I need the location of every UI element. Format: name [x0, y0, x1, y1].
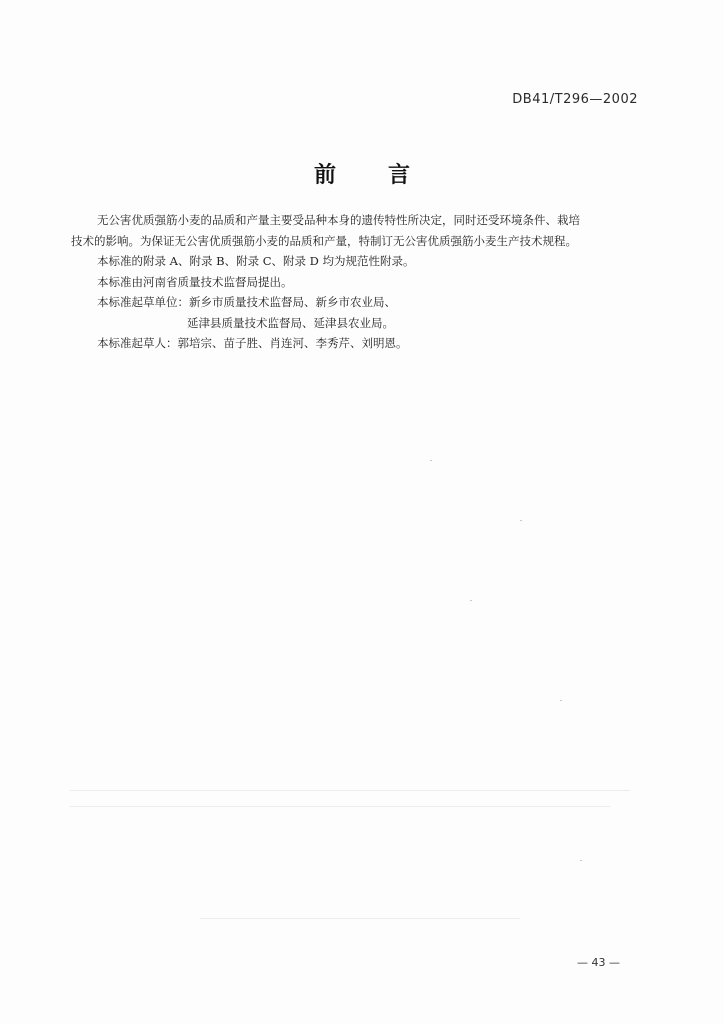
paragraph-line: 延津县质量技术监督局、延津县农业局。	[187, 315, 394, 330]
page-number: — 43 —	[577, 956, 620, 969]
scan-artifact	[200, 918, 520, 919]
paragraph-line: 本标准由河南省质量技术监督局提出。	[97, 274, 293, 289]
document-number: DB41/T296—2002	[512, 92, 638, 107]
paragraph-line: 本标准的附录 A、附录 B、附录 C、附录 D 均为规范性附录。	[97, 254, 415, 268]
paragraph-line: 技术的影响。为保证无公害优质强筋小麦的品质和产量，特制订无公害优质强筋小麦生产技术规程。	[71, 233, 577, 248]
page-title: 前言	[313, 163, 462, 188]
scan-artifact	[560, 700, 562, 701]
scan-artifact	[70, 806, 610, 807]
scan-artifact	[470, 600, 472, 601]
scan-artifact	[70, 790, 630, 791]
paragraph-line: 无公害优质强筋小麦的品质和产量主要受品种本身的遗传特性所决定，同时还受环境条件、栽培	[97, 213, 580, 227]
foreword-body	[71, 210, 637, 354]
scan-artifact	[430, 460, 432, 461]
scan-artifact	[580, 860, 582, 861]
paragraph-line: 本标准起草人：郭培宗、苗子胜、肖连河、李秀芹、刘明恩。	[97, 336, 408, 350]
scan-artifact	[520, 520, 522, 521]
paragraph-line: 本标准起草单位：新乡市质量技术监督局、新乡市农业局、	[97, 295, 396, 309]
